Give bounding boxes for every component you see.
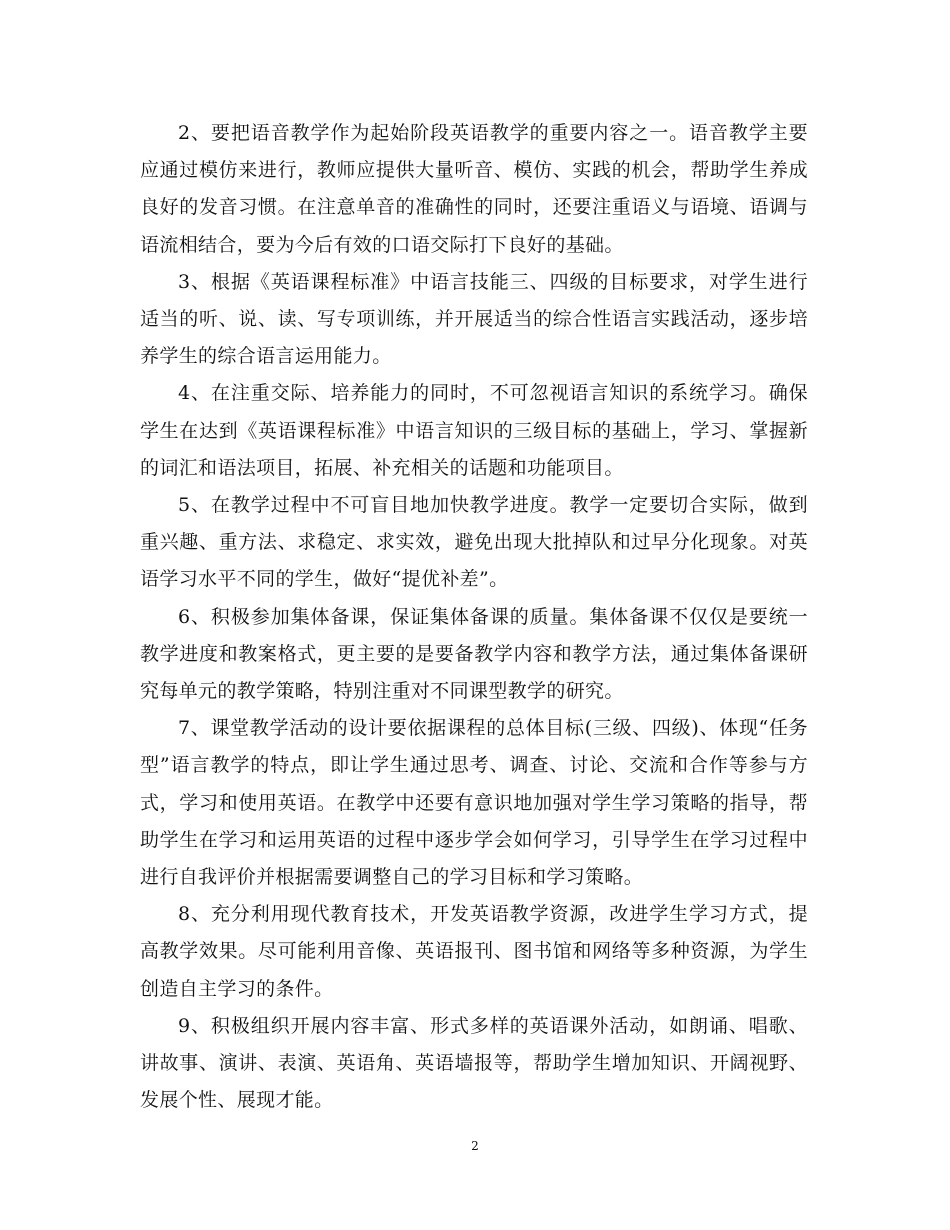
paragraph-9: 9、积极组织开展内容丰富、形式多样的英语课外活动，如朗诵、唱歌、讲故事、演讲、表演、英语角、英语墙报等，帮助学生增加知识、开阔视野、发展个性、展现才能。 [140, 1014, 808, 1112]
paragraph-2: 2、要把语音教学作为起始阶段英语教学的重要内容之一。语音教学主要应通过模仿来进行，教师应提供大量听音、模仿、实践的机会，帮助学生养成良好的发音习惯。在注意单音的准确性的同时，还要注重语义与语境、语调与语流相结合，要为今后有效的口语交际打下良好的基础。 [140, 122, 808, 256]
paragraph-8: 8、充分利用现代教育技术，开发英语教学资源，改进学生学习方式，提高教学效果。尽可能利用音像、英语报刊、图书馆和网络等多种资源，为学生创造自主学习的条件。 [140, 903, 808, 1000]
paragraph-6: 6、积极参加集体备课，保证集体备课的质量。集体备课不仅仅是要统一教学进度和教案格式，更主要的是要备教学内容和教学方法，通过集体备课研究每单元的教学策略，特别注重对不同课型教学的研究。 [140, 605, 808, 703]
page-number: 2 [471, 1139, 479, 1153]
document-body [140, 115, 808, 1119]
paragraph-3: 3、根据《英语课程标准》中语言技能三、四级的目标要求，对学生进行适当的听、说、读、写专项训练，并开展适当的综合性语言实践活动，逐步培养学生的综合语言运用能力。 [140, 270, 808, 368]
paragraph-5: 5、在教学过程中不可盲目地加快教学进度。教学一定要切合实际，做到重兴趣、重方法、求稳定、求实效，避免出现大批掉队和过早分化现象。对英语学习水平不同的学生，做好“提优补差”。 [140, 494, 808, 591]
paragraph-7: 7、课堂教学活动的设计要依据课程的总体目标(三级、四级)、体现“任务型”语言教学的特点，即让学生通过思考、调查、讨论、交流和合作等参与方式，学习和使用英语。在教学中还要有意识地加强对学生学习策略的指导，帮助学生在学习和运用英语的过程中逐步学会如何学习，引导学生在学习过程中进行自我评价并根据需要调整自己的学习目标和学习策略。 [140, 717, 808, 889]
paragraph-4: 4、在注重交际、培养能力的同时，不可忽视语言知识的系统学习。确保学生在达到《英语课程标准》中语言知识的三级目标的基础上，学习、掌握新的词汇和语法项目，拓展、补充相关的话题和功能项目。 [140, 382, 808, 479]
